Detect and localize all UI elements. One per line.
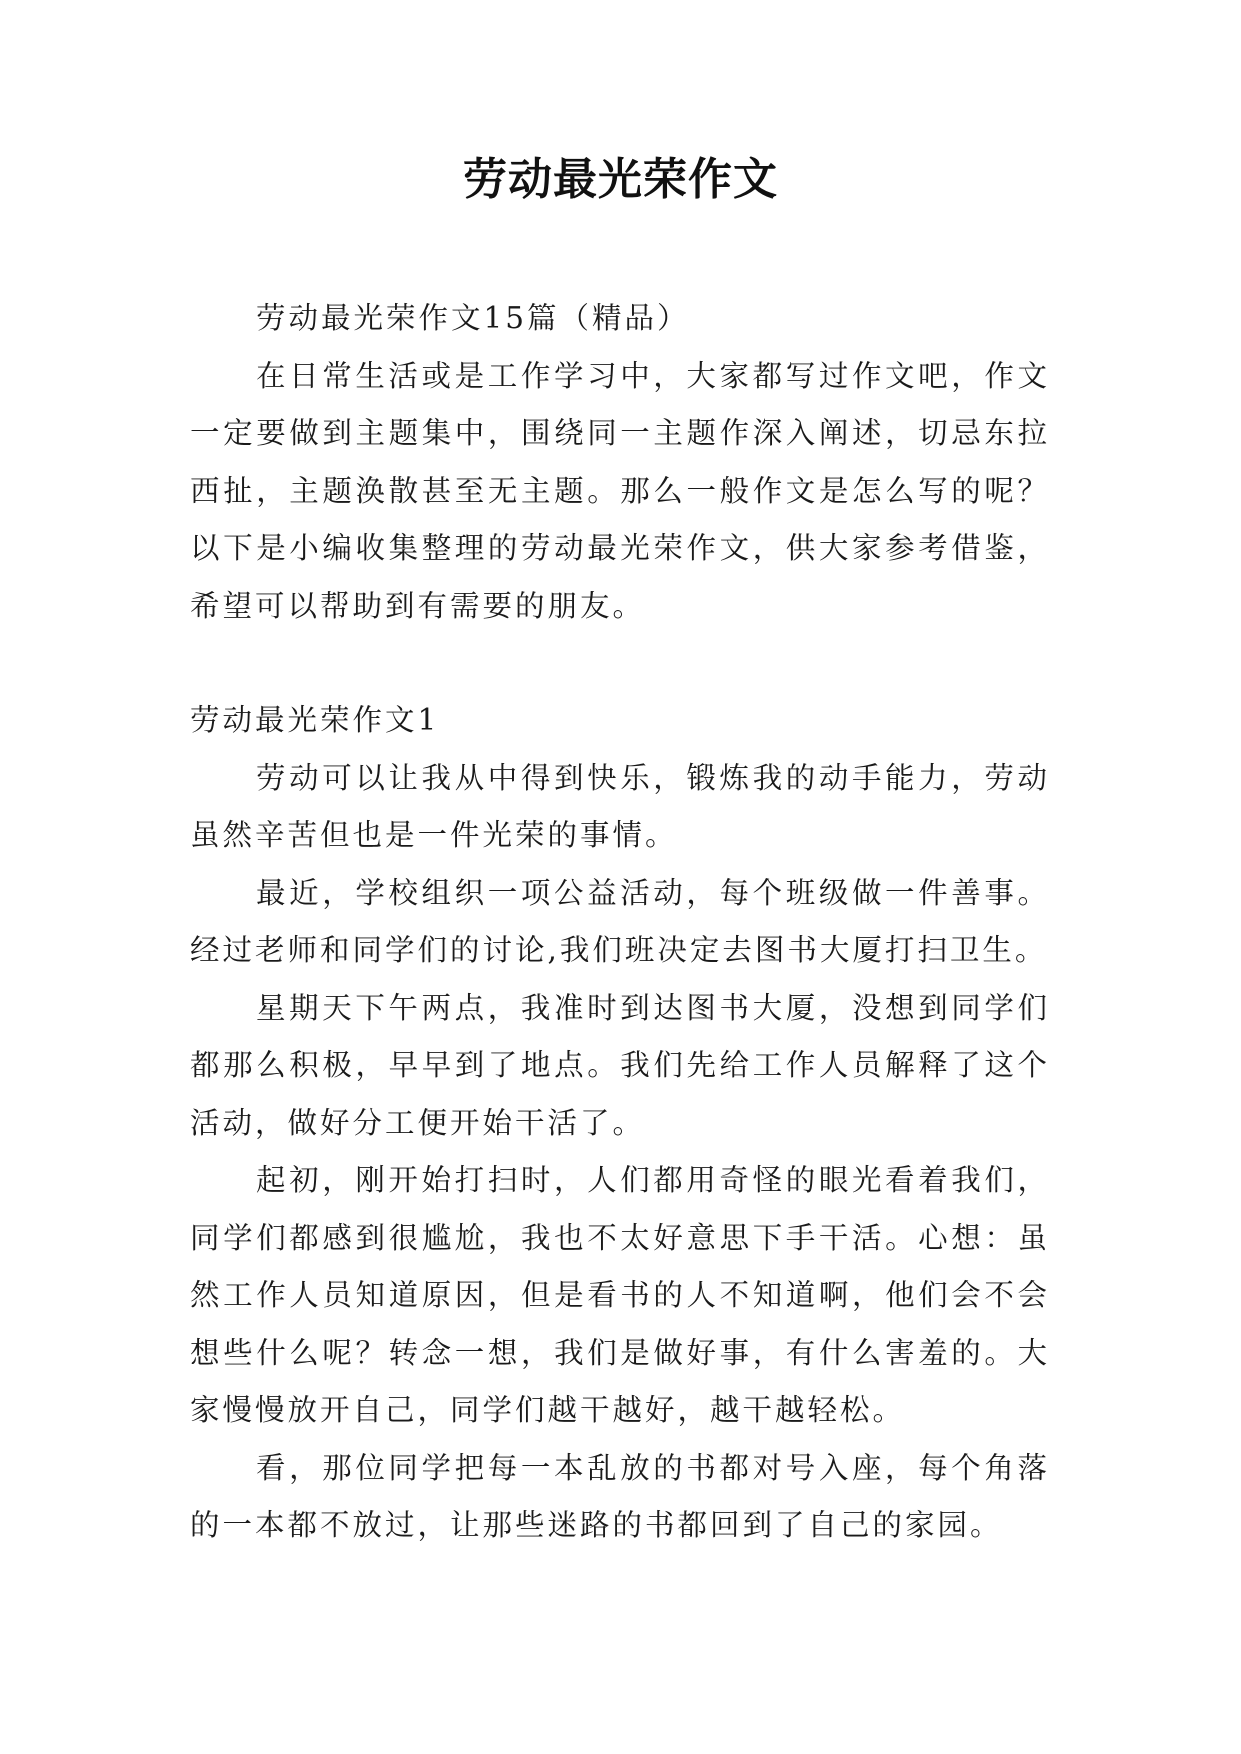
body-paragraph: 劳动可以让我从中得到快乐，锻炼我的动手能力，劳动虽然辛苦但也是一件光荣的事情。 — [190, 760, 1050, 852]
intro-paragraph: 在日常生活或是工作学习中，大家都写过作文吧，作文一定要做到主题集中，围绕同一主题作深入阐述，切忌东拉西扯，主题涣散甚至无主题。那么一般作文是怎么写的呢？以下是小编收集整理的劳动最光荣作文，供大家参考借鉴，希望可以帮助到有需要的朋友。 — [190, 358, 1050, 623]
document-subtitle: 劳动最光荣作文15篇（精品） — [256, 301, 690, 335]
section-heading: 劳动最光荣作文1 — [190, 703, 440, 737]
body-paragraph: 最近，学校组织一项公益活动，每个班级做一件善事。经过老师和同学们的讨论,我们班决定去图书大厦打扫卫生。 — [190, 875, 1050, 967]
body-paragraph: 起初，刚开始打扫时，人们都用奇怪的眼光看着我们，同学们都感到很尴尬，我也不太好意思下手干活。心想：虽然工作人员知道原因，但是看书的人不知道啊，他们会不会想些什么呢？转念一想，我们是做好事，有什么害羞的。大家慢慢放开自己，同学们越干越好，越干越轻松。 — [190, 1163, 1050, 1427]
body-paragraph: 星期天下午两点，我准时到达图书大厦，没想到同学们都那么积极，早早到了地点。我们先给工作人员解释了这个活动，做好分工便开始干活了。 — [190, 990, 1050, 1140]
document-title: 劳动最光荣作文 — [463, 154, 778, 205]
section-spacer — [190, 635, 1050, 692]
body-paragraph: 看，那位同学把每一本乱放的书都对号入座，每个角落的一本都不放过，让那些迷路的书都回到了自己的家园。 — [190, 1450, 1050, 1542]
document-body — [190, 290, 1050, 1555]
